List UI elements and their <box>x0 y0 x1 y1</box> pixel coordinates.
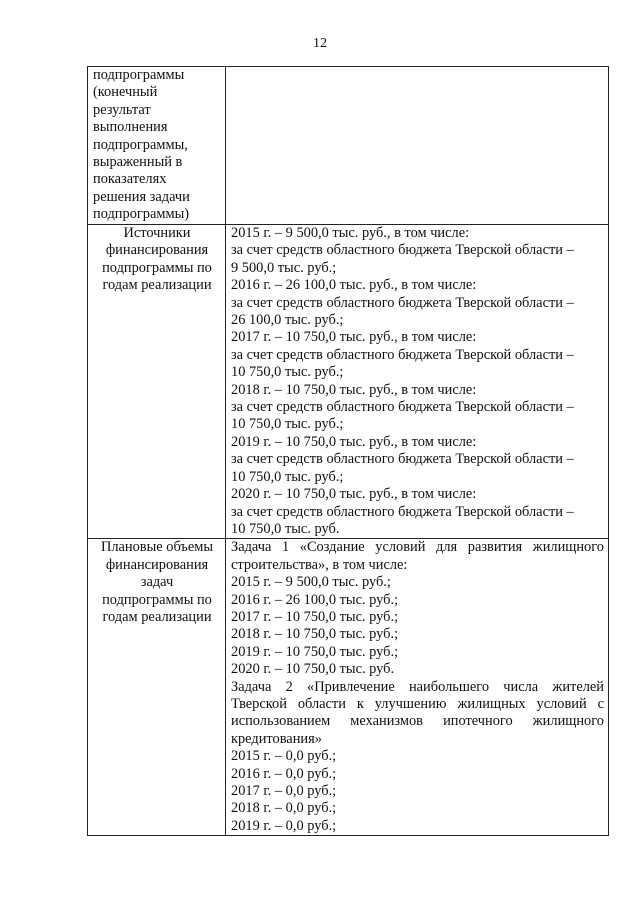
content-line: за счет средств областного бюджета Тверской области – <box>231 346 574 363</box>
passport-table <box>87 66 609 836</box>
row-content-result <box>226 67 609 225</box>
content-line: 2018 г. – 10 750,0 тыс. руб., в том числе: <box>231 381 477 398</box>
row-content-financing-sources <box>226 225 609 539</box>
content-line: 2015 г. – 9 500,0 тыс. руб.; <box>231 574 391 591</box>
content-line: за счет средств областного бюджета Тверской области – <box>231 399 574 416</box>
content-line: 2017 г. – 10 750,0 тыс. руб., в том числе: <box>231 329 477 346</box>
content-line: 2018 г. – 10 750,0 тыс. руб.; <box>231 626 399 643</box>
label-line: финансирования <box>105 242 209 259</box>
content-line-justified: Задача 1 «Создание условий для развития жилищного <box>231 539 604 556</box>
content-line-justified: использованием механизмов ипотечного жилищного <box>231 713 604 730</box>
content-line: 2016 г. – 0,0 руб.; <box>231 765 337 782</box>
label-line: подпрограммы, <box>93 136 188 153</box>
row-label-financing-sources <box>88 225 226 539</box>
content-line: за счет средств областного бюджета Тверской области – <box>231 503 574 520</box>
table-row-result <box>88 67 609 225</box>
content-line: 2020 г. – 10 750,0 тыс. руб., в том числе: <box>231 486 477 503</box>
content-line: строительства», в том числе: <box>231 556 408 573</box>
label-line: показателях <box>93 171 167 188</box>
content-line-justified: Тверской области к улучшению жилищных условий с <box>231 695 604 712</box>
content-line: 2015 г. – 0,0 руб.; <box>231 748 337 765</box>
table-row-planned-volumes <box>88 539 609 836</box>
content-line: 2020 г. – 10 750,0 тыс. руб. <box>231 661 395 678</box>
label-line: решения задачи <box>93 188 190 205</box>
row-content-planned-volumes <box>226 539 609 836</box>
label-line: результат <box>93 101 151 118</box>
page-number: 12 <box>313 36 327 51</box>
label-line: финансирования <box>105 556 209 573</box>
content-line-justified: Задача 2 «Привлечение наибольшего числа жителей <box>231 678 604 695</box>
content-line: 2019 г. – 10 750,0 тыс. руб., в том числе: <box>231 433 477 450</box>
label-line: подпрограммы по <box>102 591 212 608</box>
label-line: годам реализации <box>102 608 212 625</box>
content-line: 26 100,0 тыс. руб.; <box>231 312 344 329</box>
row-label-result <box>88 67 226 225</box>
content-line: 9 500,0 тыс. руб.; <box>231 259 337 276</box>
content-line: 2019 г. – 0,0 руб.; <box>231 817 337 834</box>
content-line: за счет средств областного бюджета Тверской области – <box>231 242 574 259</box>
content-line: за счет средств областного бюджета Тверской области – <box>231 294 574 311</box>
content-line: за счет средств областного бюджета Тверской области – <box>231 451 574 468</box>
content-line: 2015 г. – 9 500,0 тыс. руб., в том числе: <box>231 225 470 241</box>
label-line: подпрограммы <box>93 67 185 83</box>
table-row-financing-sources <box>88 225 609 539</box>
content-line: 10 750,0 тыс. руб. <box>231 520 340 537</box>
content-line: 2018 г. – 0,0 руб.; <box>231 800 337 817</box>
label-line: (конечный <box>93 84 158 101</box>
label-line: Источники <box>123 225 191 241</box>
content-line: 2016 г. – 26 100,0 тыс. руб., в том числе: <box>231 277 477 294</box>
label-line: выраженный в <box>93 154 183 171</box>
label-line: выполнения <box>93 119 168 136</box>
content-line: кредитования» <box>231 730 322 747</box>
content-line: 2019 г. – 10 750,0 тыс. руб.; <box>231 643 399 660</box>
label-line: подпрограммы по <box>102 259 212 276</box>
content-line: 10 750,0 тыс. руб.; <box>231 416 344 433</box>
content-line: 10 750,0 тыс. руб.; <box>231 364 344 381</box>
label-line: подпрограммы) <box>93 206 190 223</box>
label-line: Плановые объемы <box>100 539 214 556</box>
content-line: 2017 г. – 10 750,0 тыс. руб.; <box>231 608 399 625</box>
label-line: годам реализации <box>102 277 212 294</box>
content-line: 2017 г. – 0,0 руб.; <box>231 783 337 799</box>
label-line: задач <box>140 574 174 591</box>
row-label-planned-volumes <box>88 539 226 836</box>
content-line: 2016 г. – 26 100,0 тыс. руб.; <box>231 591 399 608</box>
content-line: 10 750,0 тыс. руб.; <box>231 468 344 485</box>
